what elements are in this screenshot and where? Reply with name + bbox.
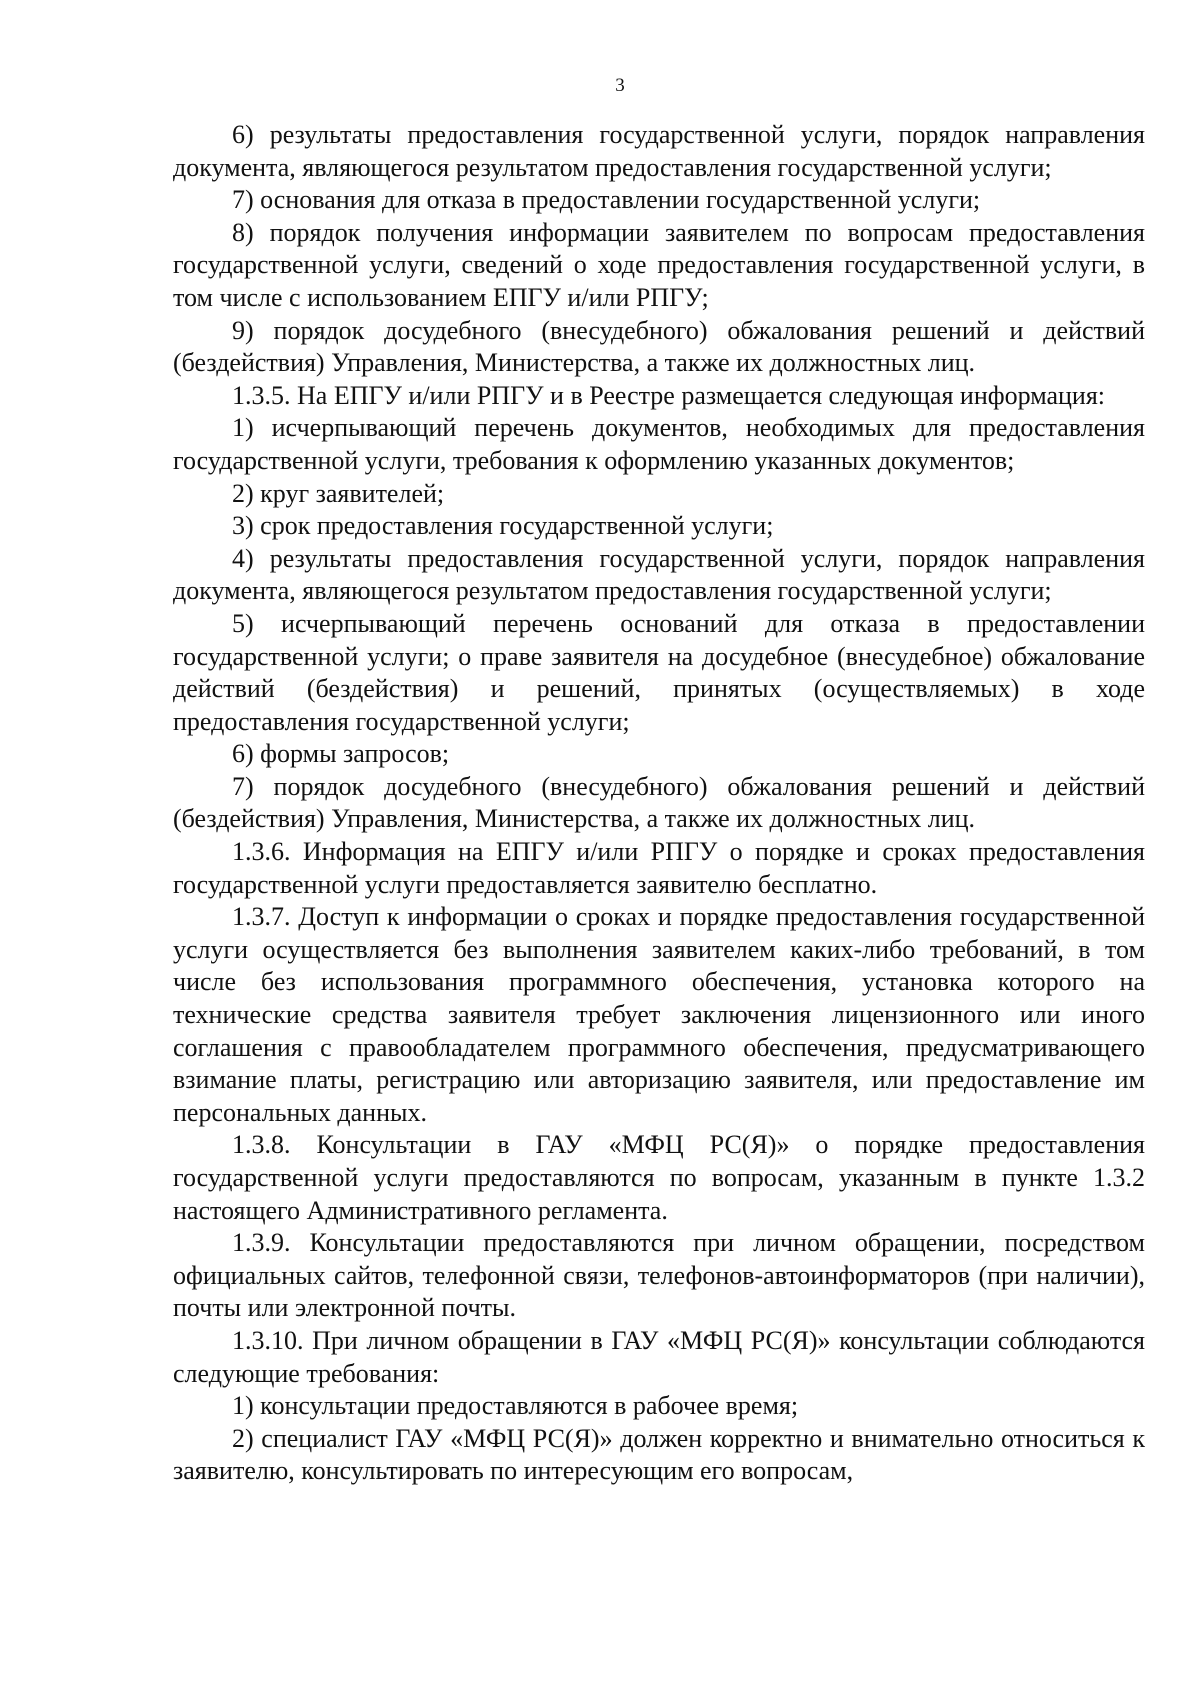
paragraph: 2) круг заявителей; bbox=[232, 478, 445, 508]
paragraph: 8) порядок получения информации заявителем по вопросам предоставления государственной услуги, сведений о ходе предоставления государственной услуги, в том числе с использованием ЕПГУ и/или РПГУ; bbox=[173, 217, 1145, 312]
paragraph: 7) порядок досудебного (внесудебного) обжалования решений и действий (бездействия) Управления, Министерства, а также их должностных лиц. bbox=[173, 771, 1145, 834]
paragraph: 1.3.6. Информация на ЕПГУ и/или РПГУ о порядке и сроках предоставления государственной услуги предоставляется заявителю бесплатно. bbox=[173, 837, 1145, 899]
paragraph: 7) основания для отказа в предоставлении государственной услуги; bbox=[232, 185, 981, 215]
paragraph: 1.3.8. Консультации в ГАУ «МФЦ РС(Я)» о порядке предоставления государственной услуги предоставляются по вопросам, указанным в пункте 1.3.2 настоящего Административного регламента. bbox=[173, 1130, 1145, 1225]
paragraph: 6) результаты предоставления государственной услуги, порядок направления документа, являющегося результатом предоставления государственной услуги; bbox=[173, 120, 1145, 182]
document-body bbox=[173, 119, 1145, 1488]
paragraph: 9) порядок досудебного (внесудебного) обжалования решений и действий (бездействия) Управления, Министерства, а также их должностных лиц. bbox=[173, 315, 1145, 378]
paragraph: 3) срок предоставления государственной услуги; bbox=[232, 511, 774, 541]
paragraph: 4) результаты предоставления государственной услуги, порядок направления документа, являющегося результатом предоставления государственной услуги; bbox=[173, 543, 1145, 606]
paragraph: 6) формы запросов; bbox=[232, 739, 450, 769]
paragraph: 1) исчерпывающий перечень документов, необходимых для предоставления государственной услуги, требования к оформлению указанных документов; bbox=[173, 413, 1145, 475]
page-number: 3 bbox=[615, 75, 625, 96]
paragraph: 1.3.9. Консультации предоставляются при личном обращении, посредством официальных сайтов, телефонной связи, телефонов-автоинформаторов (при наличии), почты или электронной почты. bbox=[173, 1228, 1145, 1323]
paragraph: 1.3.10. При личном обращении в ГАУ «МФЦ РС(Я)» консультации соблюдаются следующие требования: bbox=[173, 1325, 1145, 1388]
paragraph: 5) исчерпывающий перечень оснований для отказа в предоставлении государственной услуги; о праве заявителя на досудебное (внесудебное) обжалование действий (бездействия) и решений, принятых (осуществляемых) в ходе предоставления государственной услуги; bbox=[173, 608, 1145, 736]
paragraph: 2) специалист ГАУ «МФЦ РС(Я)» должен корректно и внимательно относиться к заявителю, консультировать по интересующим его вопросам, bbox=[173, 1423, 1145, 1486]
paragraph: 1.3.5. На ЕПГУ и/или РПГУ и в Реестре размещается следующая информация: bbox=[232, 380, 1106, 410]
paragraph: 1.3.7. Доступ к информации о сроках и порядке предоставления государственной услуги осуществляется без выполнения заявителем каких-либо требований, в том числе без использования программного обеспечения, установка которого на технические средства заявителя требует заключения лицензионного или иного соглашения с правообладателем программного обеспечения, предусматривающего взимание платы, регистрацию или авторизацию заявителя, или предоставление им персональных данных. bbox=[173, 902, 1145, 1127]
paragraph: 1) консультации предоставляются в рабочее время; bbox=[232, 1391, 799, 1421]
